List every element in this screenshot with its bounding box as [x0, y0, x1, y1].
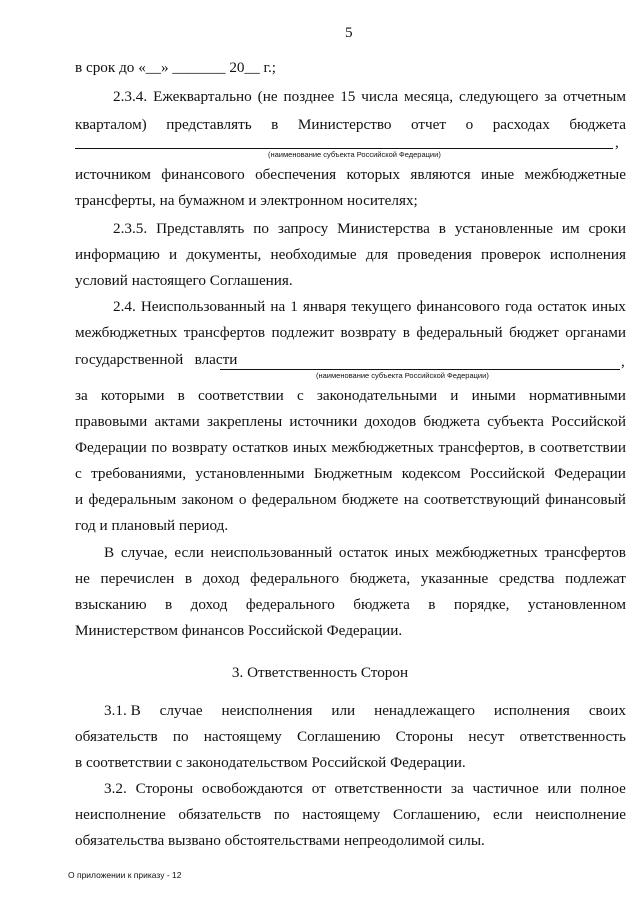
word: закреплены	[206, 413, 283, 430]
word: настоящему	[302, 806, 381, 823]
word: за	[450, 780, 464, 797]
word: Стороны	[395, 728, 454, 745]
word: федеральным	[88, 491, 177, 508]
word: о	[465, 116, 474, 133]
word: указанные	[420, 570, 489, 587]
word: 15	[340, 88, 356, 105]
word: финансового	[161, 166, 245, 183]
word: в	[428, 596, 436, 613]
word: В	[104, 544, 115, 561]
word: с	[296, 387, 304, 404]
paragraph-2-4-line-6	[75, 439, 626, 457]
word: (не	[257, 88, 278, 105]
paragraph-2-4-line-4	[75, 387, 626, 405]
word: за	[75, 387, 88, 404]
word: о	[238, 491, 247, 508]
word: января	[302, 298, 347, 315]
word: являются	[410, 166, 471, 183]
word: неисполнения	[221, 702, 313, 719]
paragraph-3-1-line-3: в соответствии с законодательством Российской Федерации.	[75, 754, 466, 771]
word: межбюджетных	[331, 439, 434, 456]
word: трансфертов	[544, 544, 626, 561]
word: позднее	[283, 88, 335, 105]
word: настоящему	[203, 728, 282, 745]
paragraph-3-2-line-2	[75, 806, 626, 824]
word: трансфертов,	[438, 439, 524, 456]
word: месяца,	[403, 88, 454, 105]
word: нормативными	[528, 387, 626, 404]
word: правовыми	[75, 413, 148, 430]
word: проведения	[397, 246, 472, 263]
word: в	[438, 220, 446, 237]
word: которых	[346, 166, 400, 183]
word: федеральный	[416, 324, 503, 341]
word: в	[184, 570, 193, 587]
word: если	[493, 806, 523, 823]
word: соответствующий	[423, 491, 540, 508]
word: неисполнение	[75, 806, 166, 823]
word: иными	[471, 387, 516, 404]
paragraph-2-4-line-5	[75, 413, 626, 431]
word: бюджета,	[349, 570, 411, 587]
word: проверок	[481, 246, 541, 263]
word: актами	[154, 413, 200, 430]
word: соответствии	[540, 439, 626, 456]
word: установленном	[527, 596, 626, 613]
word: им	[561, 220, 580, 237]
word: взысканию	[75, 596, 147, 613]
word: доход	[202, 570, 240, 587]
word: субъекта	[487, 413, 544, 430]
authority-name-underline	[220, 369, 620, 370]
word: требованиями,	[91, 465, 187, 482]
word: Российской	[551, 413, 626, 430]
word: обязательств	[75, 728, 158, 745]
word: ответственность	[519, 728, 626, 745]
word: в	[177, 387, 185, 404]
word: 2.3.4.	[113, 88, 148, 105]
word: доходов	[364, 413, 417, 430]
paragraph-2-4-line-3-lead: государственной власти	[75, 351, 238, 368]
word: 1	[290, 298, 298, 315]
word: остаток	[537, 298, 587, 315]
paragraph-2-4-line-1	[113, 298, 626, 316]
word: обеспечения	[255, 166, 337, 183]
word: Министерство	[297, 116, 392, 133]
word: необходимые	[270, 246, 357, 263]
word: представлять	[166, 116, 252, 133]
word: и	[75, 491, 84, 508]
word: органами	[565, 324, 626, 341]
word: Представлять	[156, 220, 245, 237]
word: средства	[498, 570, 555, 587]
word: установленные	[454, 220, 553, 237]
word: остаток	[338, 544, 389, 561]
word: иные	[480, 166, 515, 183]
word: освобождаются	[201, 780, 303, 797]
word: за	[544, 88, 558, 105]
word: Бюджетным	[313, 465, 393, 482]
paragraph-3-2-line-3: обязательства вызвано обстоятельствами непреодолимой силы.	[75, 832, 485, 849]
word: расходах	[492, 116, 550, 133]
word: кодексом	[401, 465, 461, 482]
word: возврату	[171, 439, 228, 456]
word: ненадлежащего	[374, 702, 475, 719]
word: и	[450, 387, 459, 404]
word: 2.3.5.	[113, 220, 148, 237]
authority-name-comma: ,	[621, 353, 625, 370]
word: обязательств	[178, 806, 262, 823]
paragraph-2-3-5-line-2	[75, 246, 626, 264]
word: случае	[159, 702, 203, 719]
word: подлежит	[271, 324, 335, 341]
word: исполнения	[549, 246, 626, 263]
paragraph-3-2-line-1	[104, 780, 626, 798]
paragraph-2-3-5-line-1	[113, 220, 626, 238]
paragraph-2-4b-line-3	[75, 596, 626, 614]
word: сроки	[588, 220, 626, 237]
word: от	[311, 780, 326, 797]
paragraph-2-4b-line-2	[75, 570, 626, 588]
word: финансовый	[545, 491, 626, 508]
deadline-line: в срок до «__» _______ 20__ г.;	[75, 59, 277, 76]
word: неиспользованный	[210, 544, 333, 561]
word: 2.4.	[113, 298, 136, 315]
word: информацию	[75, 246, 160, 263]
word: полное	[580, 780, 626, 797]
section-3-title: 3. Ответственность Сторон	[231, 664, 409, 681]
word: перечислен	[100, 570, 175, 587]
paragraph-2-4b-line-4: Министерством финансов Российской Федерации.	[75, 622, 403, 639]
word: не	[75, 570, 90, 587]
page-footer: О приложении к приказу - 12	[68, 870, 182, 880]
authority-name-caption: (наименование субъекта Российской Федерации)	[316, 371, 489, 380]
word: Соглашению	[296, 728, 381, 745]
word: на	[403, 491, 419, 508]
word: с	[75, 465, 82, 482]
word: которыми	[100, 387, 165, 404]
word: несут	[468, 728, 505, 745]
paragraph-3-1-line-2	[75, 728, 626, 746]
word: по	[273, 806, 290, 823]
word: года	[504, 298, 533, 315]
word: в	[271, 116, 279, 133]
word: неисполнение	[535, 806, 626, 823]
word: в	[165, 596, 173, 613]
word: если	[174, 544, 204, 561]
paragraph-3-1-line-1	[104, 702, 626, 720]
word: законом	[181, 491, 234, 508]
word: федеральном	[251, 491, 337, 508]
word: финансового	[416, 298, 500, 315]
word: бюджета	[569, 116, 626, 133]
word: Министерства	[337, 220, 430, 237]
paragraph-2-4b-line-1	[104, 544, 626, 562]
word: Соглашению,	[392, 806, 481, 823]
word: для	[365, 246, 389, 263]
word: числа	[361, 88, 399, 105]
word: источником	[75, 166, 151, 183]
word: федерального	[250, 570, 340, 587]
word: или	[331, 702, 356, 719]
page-number: 5	[345, 24, 353, 41]
word: на	[270, 298, 286, 315]
word: текущего	[351, 298, 412, 315]
word: межбюджетных	[435, 544, 538, 561]
word: остатков	[232, 439, 289, 456]
subject-name-underline	[75, 148, 613, 149]
word: федерального	[245, 596, 335, 613]
paragraph-2-3-4-line-4: трансферты, на бумажном и электронном носителях;	[75, 192, 418, 209]
word: бюджете	[341, 491, 399, 508]
word: в	[528, 439, 536, 456]
word: по	[253, 220, 269, 237]
word: бюджет	[509, 324, 559, 341]
word: иных	[394, 544, 429, 561]
word: трансфертов	[183, 324, 266, 341]
word: по	[151, 439, 168, 456]
word: документы,	[186, 246, 262, 263]
subject-name-caption: (наименование субъекта Российской Федерации)	[268, 150, 441, 159]
word: в	[402, 324, 410, 341]
word: Российской	[470, 465, 545, 482]
word: межбюджетных	[75, 324, 178, 341]
word: или	[547, 780, 572, 797]
paragraph-2-4-line-9: год и плановый период.	[75, 517, 229, 534]
paragraph-2-3-4-line-2	[75, 116, 626, 134]
word: порядке,	[453, 596, 510, 613]
subject-name-comma: ,	[615, 134, 619, 151]
word: 3.2.	[104, 780, 127, 797]
word: своих	[588, 702, 626, 719]
word: 3.1. В	[104, 702, 141, 719]
word: подлежат	[565, 570, 626, 587]
word: возврату	[340, 324, 397, 341]
word: бюджета	[353, 596, 410, 613]
word: отчетным	[562, 88, 626, 105]
word: исполнения	[493, 702, 570, 719]
word: иных	[591, 298, 626, 315]
word: случае,	[120, 544, 168, 561]
word: частичное	[472, 780, 539, 797]
word: Ежеквартально	[153, 88, 252, 105]
word: Неиспользованный	[140, 298, 266, 315]
word: доход	[190, 596, 228, 613]
word: Федерации	[75, 439, 147, 456]
word: бюджета	[423, 413, 481, 430]
word: иных	[292, 439, 327, 456]
word: источники	[289, 413, 358, 430]
word: межбюджетные	[524, 166, 626, 183]
word: по	[172, 728, 189, 745]
paragraph-2-4-line-7	[75, 465, 626, 483]
word: соответствии	[197, 387, 284, 404]
word: и	[169, 246, 178, 263]
paragraph-2-4-line-2	[75, 324, 626, 342]
word: ответственности	[334, 780, 443, 797]
word: запросу	[277, 220, 329, 237]
word: Стороны	[135, 780, 194, 797]
word: законодательными	[316, 387, 438, 404]
paragraph-2-3-4-line-3	[75, 166, 626, 184]
word: отчет	[411, 116, 447, 133]
word: установленными	[195, 465, 305, 482]
paragraph-2-4-line-8	[75, 491, 626, 509]
word: кварталом)	[75, 116, 147, 133]
paragraph-2-3-4-line-1	[113, 88, 626, 106]
word: следующего	[459, 88, 539, 105]
word: Федерации	[554, 465, 626, 482]
paragraph-2-3-5-line-3: условий настоящего Соглашения.	[75, 272, 293, 289]
